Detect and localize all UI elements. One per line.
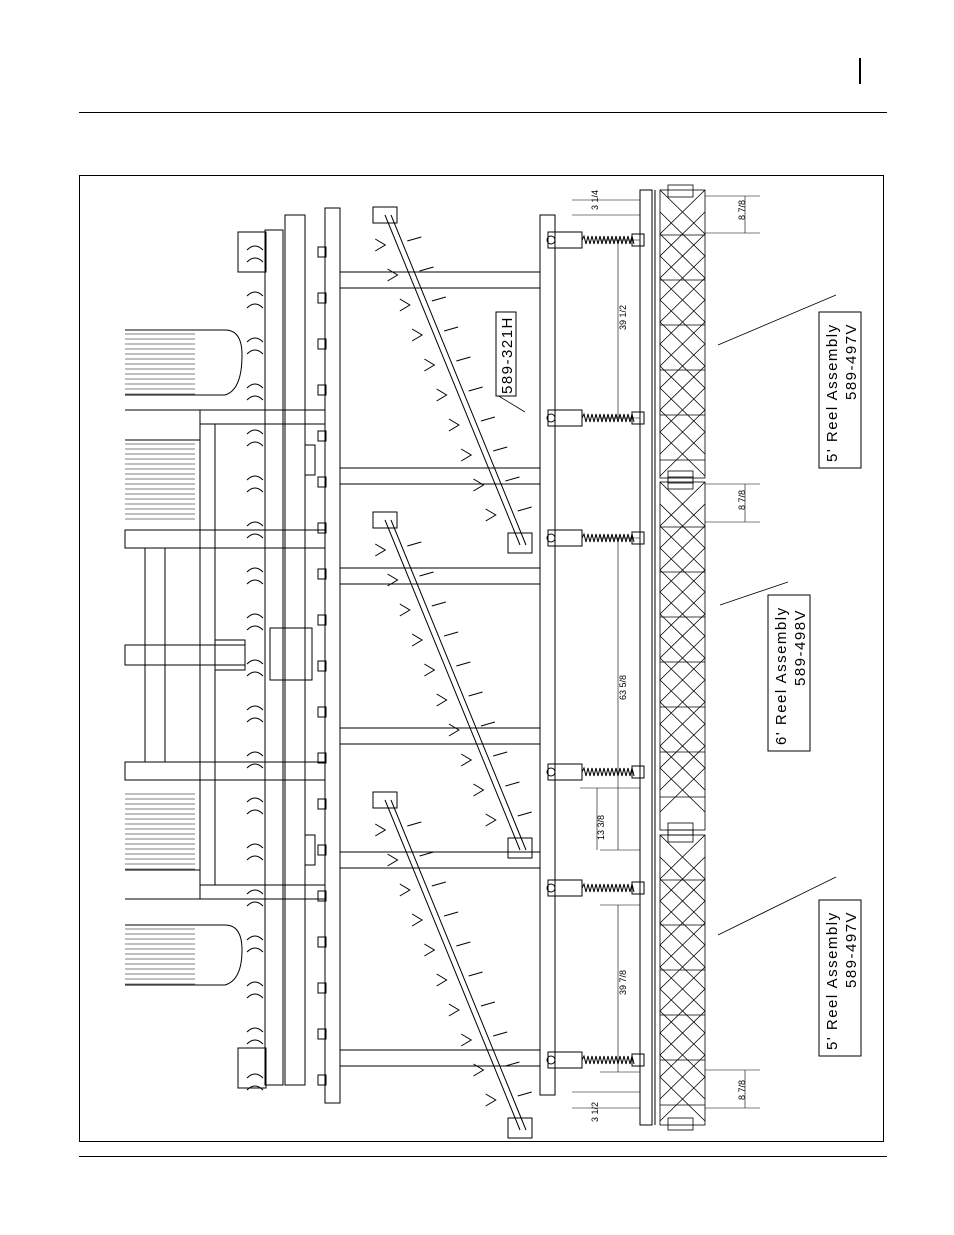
tire-top xyxy=(125,330,242,395)
dim-mid-reel-gap: 8 7/8 xyxy=(737,489,747,510)
callout-reel-left-name: 5' Reel Assembly xyxy=(824,323,841,462)
callout-reel-left-part: 589-497V xyxy=(843,322,860,400)
callout-reel-mid-part: 589-498V xyxy=(792,608,809,686)
callout-reel-mid-name: 6' Reel Assembly xyxy=(773,606,790,745)
reel-springs xyxy=(547,232,644,1068)
rear-frame xyxy=(340,215,555,1095)
dim-span-1: 39 1/2 xyxy=(618,304,628,330)
reel-frame xyxy=(640,190,655,1125)
callout-reel-right-part: 589-497V xyxy=(843,910,860,988)
gang-shaft xyxy=(238,208,340,1103)
reels xyxy=(660,185,705,1130)
dim-bottom-reel-gap: 8 7/8 xyxy=(737,1079,747,1100)
dim-span-2: 63 5/8 xyxy=(618,674,628,700)
main-frame xyxy=(125,410,325,899)
tire-tread-hatching xyxy=(125,334,195,984)
dim-bottom-offset: 3 1/2 xyxy=(590,1101,600,1122)
callout-321h: 589-321H xyxy=(499,316,516,394)
shank-clamps xyxy=(247,246,326,1090)
callout-reel-right-name: 5' Reel Assembly xyxy=(824,911,841,1050)
dim-top-reel-gap: 8 7/8 xyxy=(737,199,747,220)
dim-small-span: 13 3/8 xyxy=(596,814,606,840)
dim-span-3: 39 7/8 xyxy=(618,969,628,995)
dim-top-offset: 3 1/4 xyxy=(590,189,600,210)
